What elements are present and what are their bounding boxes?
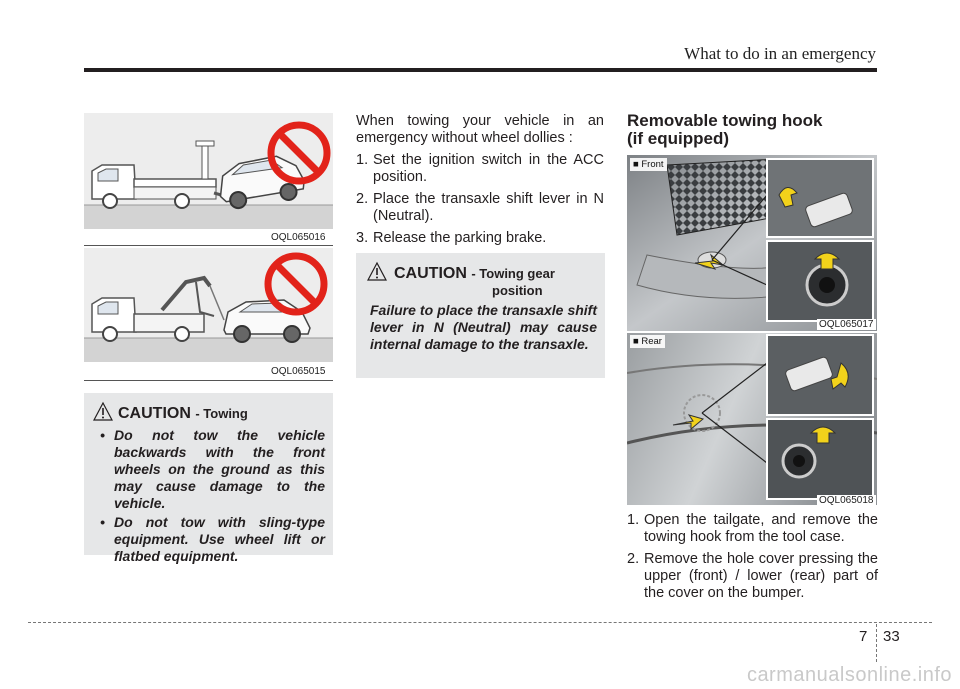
heading-line: (if equipped) (627, 129, 729, 148)
step-text: Remove the hole cover pressing the upper (front) / lower (rear) part of the cover on the bumper. (644, 551, 878, 601)
caution-bullet-text: Do not tow with sling-type equipment. Use wheel lift or flatbed equipment. (114, 514, 325, 564)
figure-code: OQL065018 (819, 495, 874, 506)
towing-instructions (356, 113, 604, 247)
rear-hook-illustration (627, 333, 877, 505)
page-number-divider (876, 624, 877, 662)
figure-label-front: ■ Front (630, 158, 667, 171)
step-number: 1. (627, 512, 640, 528)
bullet-dot-icon: • (100, 514, 105, 530)
caution-subtitle: - Towing (195, 406, 248, 421)
step-number: 3. (356, 230, 369, 246)
step-number: 2. (356, 191, 369, 207)
towing-step (356, 230, 604, 247)
figure-code: OQL065016 (271, 232, 326, 243)
caution-box-gear (356, 253, 605, 378)
figure-rear-hook (627, 333, 877, 505)
tow-illustration-2 (84, 248, 333, 362)
figure-tow-wheel-lift (84, 113, 333, 229)
page-number: 33 (883, 628, 900, 645)
caution-subtitle-cont: position (492, 283, 543, 298)
caution-bullet (92, 427, 325, 512)
caution-box-towing (84, 393, 333, 564)
figure-code: OQL065015 (271, 366, 326, 377)
towing-intro: When towing your vehicle in an emergency without wheel dollies : (356, 113, 604, 146)
figure-tow-sling (84, 248, 333, 362)
caution-word: CAUTION (394, 265, 467, 282)
step-number: 2. (627, 551, 640, 567)
chapter-number: 7 (859, 628, 868, 645)
section-heading (627, 112, 877, 148)
figure-rule (84, 380, 333, 381)
figure-rule (84, 245, 333, 246)
figure-label-rear: ■ Rear (630, 335, 665, 348)
footer-rule (28, 622, 932, 623)
section-title: What to do in an emergency (684, 44, 876, 63)
hook-step (627, 512, 878, 546)
tow-illustration-1 (84, 113, 333, 229)
watermark: carmanualsonline.info (746, 664, 952, 686)
step-text: Set the ignition switch in the ACC position. (373, 152, 604, 185)
caution-body: Failure to place the transaxle shift lever in N (Neutral) may cause internal damage to the transaxle. (370, 302, 597, 352)
figure-code: OQL065017 (819, 319, 874, 330)
towing-step (356, 152, 604, 186)
step-text: Open the tailgate, and remove the towing hook from the tool case. (644, 512, 878, 545)
header-rule (84, 68, 877, 72)
caution-subtitle: - Towing gear (471, 266, 555, 281)
step-text: Place the transaxle shift lever in N (Neutral). (373, 191, 604, 224)
caution-header (364, 259, 597, 298)
warning-triangle-icon (366, 261, 388, 283)
caution-word: CAUTION (118, 405, 191, 422)
caution-header (92, 399, 325, 423)
heading-line: Removable towing hook (627, 111, 823, 130)
hook-instructions (627, 512, 878, 602)
front-hook-illustration (627, 155, 877, 331)
towing-step (356, 191, 604, 225)
caution-bullet (92, 514, 325, 565)
bullet-dot-icon: • (100, 427, 105, 443)
step-text: Release the parking brake. (373, 230, 547, 246)
hook-step (627, 551, 878, 602)
warning-triangle-icon (92, 401, 114, 423)
figure-front-hook (627, 155, 877, 331)
step-number: 1. (356, 152, 369, 168)
caution-bullet-text: Do not tow the vehicle backwards with the front wheels on the ground as this may cause damage to the vehicle. (114, 427, 325, 511)
caution-body (92, 427, 325, 565)
